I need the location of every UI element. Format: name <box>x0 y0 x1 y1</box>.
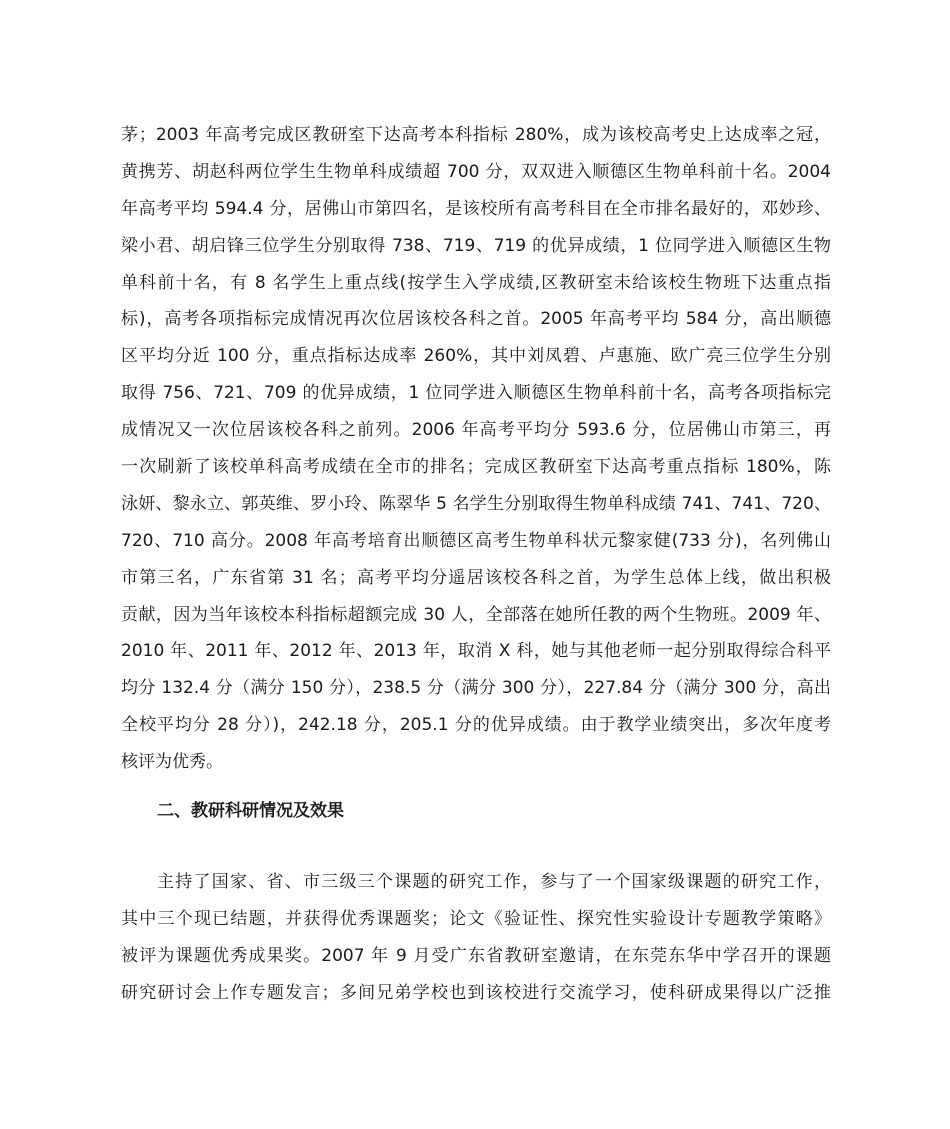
paragraph-line: 区平均分近 100 分，重点指标达成率 260%，其中刘凤碧、卢惠施、欧广亮三位学生分别 <box>121 346 831 367</box>
paragraph-line: 市第三名，广东省第 31 名；高考平均分遥居该校各科之首，为学生总体上线，做出积极 <box>121 567 831 588</box>
paragraph-research <box>121 864 831 1012</box>
paragraph-line: 黄携芳、胡赵科两位学生生物单科成绩超 700 分，双双进入顺德区生物单科前十名。2004 <box>121 161 831 182</box>
paragraph-line: 梁小君、胡启锋三位学生分别取得 738、719、719 的优异成绩，1 位同学进入顺德区生物 <box>121 235 831 256</box>
section-heading: 二、教研科研情况及效果 <box>157 801 344 821</box>
paragraph-line: 其中三个现已结题，并获得优秀课题奖；论文《验证性、探究性实验设计专题教学策略》 <box>121 908 831 929</box>
paragraph-line: 标)，高考各项指标完成情况再次位居该校各科之首。2005 年高考平均 584 分，高出顺德 <box>121 309 831 330</box>
paragraph-line: 被评为课题优秀成果奖。2007 年 9 月受广东省教研室邀请，在东莞东华中学召开的课题 <box>121 945 831 966</box>
paragraph-line: 主持了国家、省、市三级三个课题的研究工作，参与了一个国家级课题的研究工作， <box>157 872 831 892</box>
paragraph-line: 成情况又一次位居该校各科之前列。2006 年高考平均分 593.6 分，位居佛山市第三，再 <box>121 420 831 441</box>
paragraph-line: 720、710 高分。2008 年高考培育出顺德区高考生物单科状元黎家健(733 分)，名列佛山 <box>121 530 831 551</box>
paragraph-line: 单科前十名，有 8 名学生上重点线(按学生入学成绩,区教研室未给该校生物班下达重点指 <box>121 272 831 293</box>
paragraph-line: 贡献，因为当年该校本科指标超额完成 30 人，全部落在她所任教的两个生物班。2009 年、 <box>121 604 831 625</box>
paragraph-line: 全校平均分 28 分）)，242.18 分，205.1 分的优异成绩。由于教学业绩突出，多次年度考 <box>121 715 831 736</box>
paragraph-line: 茅；2003 年高考完成区教研室下达高考本科指标 280%，成为该校高考史上达成率之冠， <box>121 125 831 145</box>
paragraph-line: 均分 132.4 分（满分 150 分），238.5 分（满分 300 分），227.84 分（满分 300 分，高出 <box>121 678 831 699</box>
paragraph-line: 取得 756、721、709 的优异成绩，1 位同学进入顺德区生物单科前十名，高考各项指标完 <box>121 383 831 404</box>
paragraph-teaching-results <box>121 117 831 781</box>
paragraph-line: 一次刷新了该校单科高考成绩在全市的排名；完成区教研室下达高考重点指标 180%，陈 <box>121 457 831 478</box>
paragraph-line: 研究研讨会上作专题发言；多间兄弟学校也到该校进行交流学习，使科研成果得以广泛推 <box>121 982 831 1003</box>
paragraph-line: 泳妍、黎永立、郭英维、罗小玲、陈翠华 5 名学生分别取得生物单科成绩 741、741、720、 <box>121 493 831 514</box>
paragraph-line: 核评为优秀。 <box>121 752 223 773</box>
paragraph-line: 年高考平均 594.4 分，居佛山市第四名，是该校所有高考科目在全市排名最好的，邓妙珍、 <box>121 198 831 219</box>
paragraph-line: 2010 年、2011 年、2012 年、2013 年，取消 X 科，她与其他老师一起分别取得综合科平 <box>121 641 831 662</box>
